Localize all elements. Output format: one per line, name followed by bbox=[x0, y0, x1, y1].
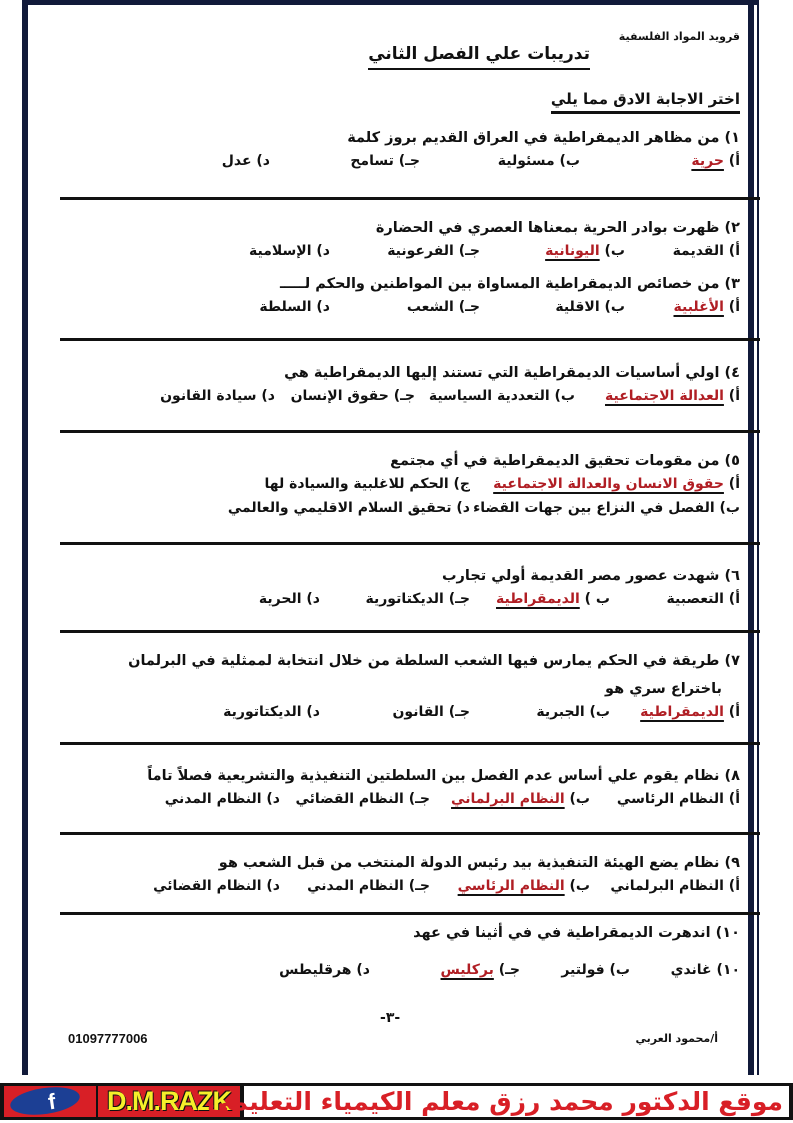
option-c[interactable]: جـ) حقوق الإنسان bbox=[290, 388, 415, 404]
options-row bbox=[50, 587, 740, 611]
option-b[interactable]: ب) الفصل في النزاع بين جهات القضاء bbox=[473, 500, 740, 516]
option-b[interactable]: ب) فولتير bbox=[561, 962, 630, 978]
option-a[interactable]: أ) النظام البرلماني bbox=[610, 878, 740, 894]
divider bbox=[60, 832, 760, 835]
question-6 bbox=[50, 565, 740, 611]
option-c[interactable]: جـ) الديكتاتورية bbox=[365, 591, 470, 607]
question-3 bbox=[50, 273, 740, 319]
page-frame-left bbox=[22, 0, 28, 1075]
divider bbox=[60, 742, 760, 745]
subject-label: قرويد المواد الفلسفية bbox=[618, 30, 740, 43]
footer-banner[interactable] bbox=[0, 1083, 793, 1120]
option-b[interactable]: ب) الاقلية bbox=[555, 299, 625, 315]
question-7 bbox=[50, 650, 740, 724]
option-c[interactable]: جـ) الفرعونية bbox=[387, 243, 480, 259]
question-text: ٨) نظام يقوم علي أساس عدم الفصل بين السلطتين التنفيذية والتشريعية فصلاً تاماً bbox=[147, 768, 740, 784]
options-row bbox=[50, 958, 740, 982]
option-d[interactable]: د) الإسلامية bbox=[249, 243, 330, 259]
options-row bbox=[50, 472, 740, 496]
option-c[interactable]: جـ) النظام المدني bbox=[307, 878, 430, 894]
option-c[interactable]: جـ) النظام القضائي bbox=[295, 791, 430, 807]
option-d[interactable]: د) السلطة bbox=[259, 299, 330, 315]
question-1 bbox=[50, 127, 740, 173]
question-text-continued: باختراع سري هو bbox=[605, 681, 722, 697]
option-c[interactable]: جـ) بركليس bbox=[440, 962, 520, 978]
options-row bbox=[50, 874, 740, 898]
divider bbox=[60, 912, 760, 915]
option-a[interactable]: أ) حقوق الانسان والعدالة الاجتماعية bbox=[493, 476, 740, 492]
facebook-icon[interactable]: f bbox=[9, 1083, 82, 1118]
option-a[interactable]: أ) الديمقراطية bbox=[640, 704, 740, 720]
question-5 bbox=[50, 450, 740, 520]
option-a[interactable]: أ) القديمة bbox=[672, 243, 740, 259]
divider bbox=[60, 197, 760, 200]
option-c[interactable]: جـ) الشعب bbox=[406, 299, 480, 315]
options-row bbox=[50, 239, 740, 263]
divider bbox=[60, 430, 760, 433]
brand-logo: D.M.RAZK bbox=[98, 1086, 240, 1117]
banner-text-area bbox=[207, 1086, 789, 1117]
option-a[interactable]: ١٠) غاندي bbox=[670, 962, 740, 978]
page-frame-top bbox=[22, 0, 759, 5]
option-a[interactable]: أ) التعصبية bbox=[666, 591, 740, 607]
option-d[interactable]: د) سيادة القانون bbox=[160, 388, 275, 404]
option-d[interactable]: د) الديكتاتورية bbox=[223, 704, 320, 720]
page-number: -٣- bbox=[380, 1010, 401, 1026]
option-b[interactable]: ب) مسئولية bbox=[497, 153, 580, 169]
options-row bbox=[50, 384, 740, 408]
option-c[interactable]: ج) الحكم للاغلبية والسيادة لها bbox=[264, 476, 470, 492]
question-text: ٣) من خصائص الديمقراطية المساواة بين المواطنين والحكم لـــــ bbox=[279, 276, 740, 292]
option-d[interactable]: د) النظام المدني bbox=[164, 791, 280, 807]
question-9 bbox=[50, 852, 740, 898]
options-row bbox=[50, 787, 740, 811]
instruction-heading: اختر الاجابة الادق مما يلي bbox=[551, 90, 740, 114]
divider bbox=[60, 338, 760, 341]
question-text: ١) من مظاهر الديمقراطية في العراق القديم بروز كلمة bbox=[347, 130, 740, 146]
page-title: تدريبات علي الفصل الثاني bbox=[368, 44, 590, 70]
question-10 bbox=[50, 922, 740, 982]
option-c[interactable]: جـ) القانون bbox=[392, 704, 470, 720]
option-a[interactable]: أ) النظام الرئاسي bbox=[616, 791, 740, 807]
question-text: ٩) نظام يضع الهيئة التنفيذية بيد رئيس الدولة المنتخب من قبل الشعب هو bbox=[218, 855, 740, 871]
options-row bbox=[50, 295, 740, 319]
question-8 bbox=[50, 765, 740, 811]
question-text: ٦) شهدت عصور مصر القديمة أولي تجارب bbox=[441, 568, 740, 584]
option-d[interactable]: د) هرقليطس bbox=[279, 962, 370, 978]
options-row bbox=[50, 700, 740, 724]
question-4 bbox=[50, 362, 740, 408]
option-b[interactable]: ب) النظام الرئاسي bbox=[457, 878, 590, 894]
option-b[interactable]: ب ) الديمقراطية bbox=[496, 591, 610, 607]
question-text: ٢) ظهرت بوادر الحرية بمعناها العصري في الحضارة bbox=[375, 220, 740, 236]
option-b[interactable]: ب) التعددية السياسية bbox=[428, 388, 575, 404]
banner-title: موقع الدكتور محمد رزق معلم الكيمياء التعليمي bbox=[207, 1087, 783, 1116]
options-row bbox=[50, 496, 740, 520]
option-d[interactable]: د) النظام القضائي bbox=[153, 878, 280, 894]
question-text: ٥) من مقومات تحقيق الديمقراطية في أي مجتمع bbox=[390, 453, 740, 469]
divider bbox=[60, 630, 760, 633]
option-b[interactable]: ب) اليونانية bbox=[545, 243, 625, 259]
option-a[interactable]: أ) العدالة الاجتماعية bbox=[605, 388, 740, 404]
options-row bbox=[50, 149, 740, 173]
phone-number: 01097777006 bbox=[68, 1031, 148, 1046]
option-b[interactable]: ب) النظام البرلماني bbox=[451, 791, 590, 807]
option-c[interactable]: جـ) تسامح bbox=[350, 153, 420, 169]
question-text: ٧) طريقة في الحكم يمارس فيها الشعب السلطة من خلال انتخابة لممثلية في البرلمان bbox=[128, 653, 740, 669]
question-text: ١٠) اندهرت الديمقراطية في في أثينا في عهد bbox=[413, 925, 740, 941]
question-text: ٤) اولي أساسيات الديمقراطية التي تستند إليها الديمقراطية هي bbox=[284, 365, 740, 381]
option-a[interactable]: أ) حرية bbox=[691, 153, 740, 169]
option-b[interactable]: ب) الجبرية bbox=[536, 704, 610, 720]
option-a[interactable]: أ) الأغلبية bbox=[673, 299, 740, 315]
option-d[interactable]: د) تحقيق السلام الاقليمي والعالمي bbox=[227, 500, 470, 516]
option-d[interactable]: د) الحرية bbox=[258, 591, 320, 607]
question-2 bbox=[50, 217, 740, 263]
author-name: أ/محمود العربي bbox=[635, 1032, 718, 1045]
option-d[interactable]: د) عدل bbox=[221, 153, 270, 169]
divider bbox=[60, 542, 760, 545]
